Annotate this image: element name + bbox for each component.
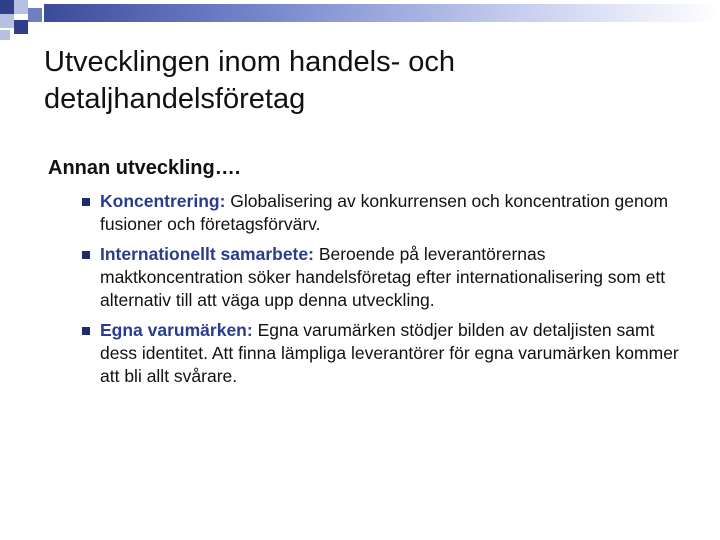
square-bullet-icon xyxy=(82,327,90,335)
decor-square xyxy=(0,14,14,28)
slide-subheading: Annan utveckling…. xyxy=(48,157,241,179)
bullet-text: Beroende på leverantörernas maktkoncentration söker handelsföretag efter internationalisering som ett alternativ till att väga upp denna utveckling. xyxy=(100,244,666,310)
bullet-list xyxy=(84,190,684,395)
bullet-text: Egna varumärken stödjer bilden av detaljisten samt dess identitet. Att finna lämpliga leverantörer för egna varumärken kommer att bli allt svårare. xyxy=(100,320,679,386)
decor-square xyxy=(14,0,28,14)
decor-square xyxy=(0,0,14,14)
title-accent-bar xyxy=(44,4,720,22)
decor-square xyxy=(14,20,28,34)
bullet-item xyxy=(84,319,684,388)
decor-square xyxy=(28,8,42,22)
square-bullet-icon xyxy=(82,198,90,206)
bullet-text: Globalisering av konkurrensen och koncentration genom fusioner och företagsförvärv. xyxy=(100,191,669,234)
bullet-term: Internationellt samarbete: xyxy=(100,244,314,264)
bullet-item xyxy=(84,243,684,312)
bullet-item xyxy=(84,190,684,236)
bullet-term: Egna varumärken: xyxy=(100,320,253,340)
slide-title: Utvecklingen inom handels- och detaljhandelsföretag xyxy=(44,46,456,115)
square-bullet-icon xyxy=(82,251,90,259)
decor-square xyxy=(0,30,10,40)
bullet-term: Koncentrering: xyxy=(100,191,226,211)
